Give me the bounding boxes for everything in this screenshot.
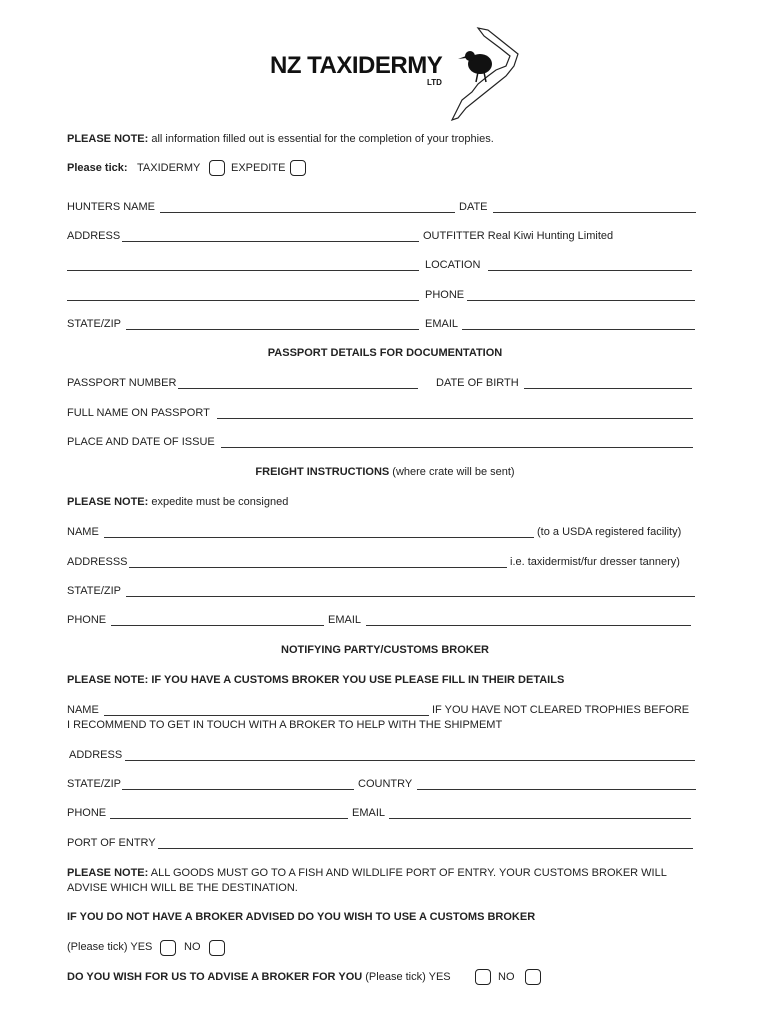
passport-heading: PASSPORT DETAILS FOR DOCUMENTATION — [267, 347, 503, 359]
q1-no-checkbox[interactable] — [209, 940, 225, 956]
place-issue-label: PLACE AND DATE OF ISSUE — [67, 436, 215, 448]
company-logo-sub: LTD — [427, 78, 442, 87]
address-field[interactable] — [122, 241, 419, 242]
freight-address-suffix: i.e. taxidermist/fur dresser tannery) — [510, 556, 680, 568]
broker-name-field[interactable] — [104, 715, 429, 716]
broker-name-suffix: IF YOU HAVE NOT CLEARED TROPHIES BEFORE — [432, 704, 690, 716]
q1-yes-checkbox[interactable] — [160, 940, 176, 956]
note-text: all information filled out is essential for the completion of your trophies. — [148, 133, 494, 145]
freight-name-suffix: (to a USDA registered facility) — [537, 526, 682, 538]
broker-country-label: COUNTRY — [358, 778, 413, 790]
fullname-field[interactable] — [217, 418, 693, 419]
q1-tick-label: (Please tick) YES — [67, 941, 153, 953]
passport-number-field[interactable] — [178, 388, 418, 389]
note-label: PLEASE NOTE: — [67, 133, 149, 145]
freight-name-field[interactable] — [104, 537, 534, 538]
address-label: ADDRESS — [67, 230, 121, 242]
freight-phone-label: PHONE — [67, 614, 107, 626]
freight-heading-title: FREIGHT INSTRUCTIONS — [255, 466, 390, 478]
port-note-label: PLEASE NOTE: — [67, 867, 149, 879]
expedite-checkbox[interactable] — [290, 160, 306, 176]
port-note-text-1: ALL GOODS MUST GO TO A FISH AND WILDLIFE PORT OF ENTRY. YOUR CUSTOMS BROKER WILL — [148, 867, 667, 879]
port-note — [67, 866, 667, 880]
tick-label: Please tick: — [67, 162, 128, 174]
phone-field[interactable] — [467, 300, 695, 301]
date-field[interactable] — [493, 212, 696, 213]
broker-phone-field[interactable] — [110, 818, 348, 819]
q2-no-checkbox[interactable] — [525, 969, 541, 985]
fullname-label: FULL NAME ON PASSPORT — [67, 407, 210, 419]
freight-name-label: NAME — [67, 526, 99, 538]
freight-note — [67, 495, 288, 509]
q1-no-label: NO — [184, 941, 201, 953]
freight-heading — [0, 465, 770, 479]
location-field[interactable] — [488, 270, 692, 271]
location-label: LOCATION — [425, 259, 481, 271]
expedite-label: EXPEDITE — [231, 162, 286, 174]
broker-country-field[interactable] — [417, 789, 696, 790]
freight-note-text: expedite must be consigned — [148, 496, 289, 508]
freight-email-field[interactable] — [366, 625, 691, 626]
email-field[interactable] — [462, 329, 695, 330]
place-issue-field[interactable] — [221, 447, 693, 448]
freight-address-label: ADDRESSS — [67, 556, 128, 568]
new-zealand-map-bird-icon — [448, 26, 520, 122]
q2-text: DO YOU WISH FOR US TO ADVISE A BROKER FOR YOU — [67, 971, 363, 983]
port-entry-label: PORT OF ENTRY — [67, 837, 156, 849]
q2-no-label: NO — [498, 971, 515, 983]
broker-name-label: NAME — [67, 704, 99, 716]
broker-note: PLEASE NOTE: IF YOU HAVE A CUSTOMS BROKER YOU USE PLEASE FILL IN THEIR DETAILS — [67, 674, 565, 686]
broker-phone-label: PHONE — [67, 807, 107, 819]
broker-statezip-label: STATE/ZIP — [67, 778, 121, 790]
port-entry-field[interactable] — [158, 848, 693, 849]
date-label: DATE — [459, 201, 488, 213]
port-note-text-2: ADVISE WHICH WILL BE THE DESTINATION. — [67, 882, 298, 894]
hunters-name-label: HUNTERS NAME — [67, 201, 156, 213]
freight-email-label: EMAIL — [328, 614, 362, 626]
q2-tick-label: (Please tick) YES — [362, 971, 451, 983]
broker-heading: NOTIFYING PARTY/CUSTOMS BROKER — [281, 644, 489, 656]
freight-heading-sub: (where crate will be sent) — [389, 466, 515, 478]
q2-yes-checkbox[interactable] — [475, 969, 491, 985]
broker-question-2 — [67, 970, 451, 984]
broker-address-label: ADDRESS — [69, 749, 123, 761]
address-field-3[interactable] — [67, 300, 419, 301]
dob-label: DATE OF BIRTH — [436, 377, 519, 389]
freight-note-label: PLEASE NOTE: — [67, 496, 149, 508]
freight-address-field[interactable] — [129, 567, 507, 568]
freight-statezip-label: STATE/ZIP — [67, 585, 121, 597]
taxidermy-label: TAXIDERMY — [137, 162, 201, 174]
broker-email-field[interactable] — [389, 818, 691, 819]
address-field-2[interactable] — [67, 270, 419, 271]
phone-label: PHONE — [425, 289, 465, 301]
freight-phone-field[interactable] — [111, 625, 324, 626]
broker-address-field[interactable] — [125, 760, 695, 761]
passport-number-label: PASSPORT NUMBER — [67, 377, 177, 389]
broker-email-label: EMAIL — [352, 807, 386, 819]
dob-field[interactable] — [524, 388, 692, 389]
company-logo-text: NZ TAXIDERMY — [270, 52, 443, 79]
freight-statezip-field[interactable] — [126, 596, 695, 597]
broker-question-1: IF YOU DO NOT HAVE A BROKER ADVISED DO YOU WISH TO USE A CUSTOMS BROKER — [67, 911, 536, 923]
outfitter-label: OUTFITTER Real Kiwi Hunting Limited — [423, 230, 614, 242]
taxidermy-checkbox[interactable] — [209, 160, 225, 176]
hunters-name-field[interactable] — [160, 212, 455, 213]
email-label: EMAIL — [425, 318, 459, 330]
statezip-label: STATE/ZIP — [67, 318, 121, 330]
statezip-field[interactable] — [126, 329, 419, 330]
broker-recommend: I RECOMMEND TO GET IN TOUCH WITH A BROKER TO HELP WITH THE SHIPMEMT — [67, 719, 503, 731]
note-essential — [67, 132, 494, 146]
broker-statezip-field[interactable] — [122, 789, 354, 790]
